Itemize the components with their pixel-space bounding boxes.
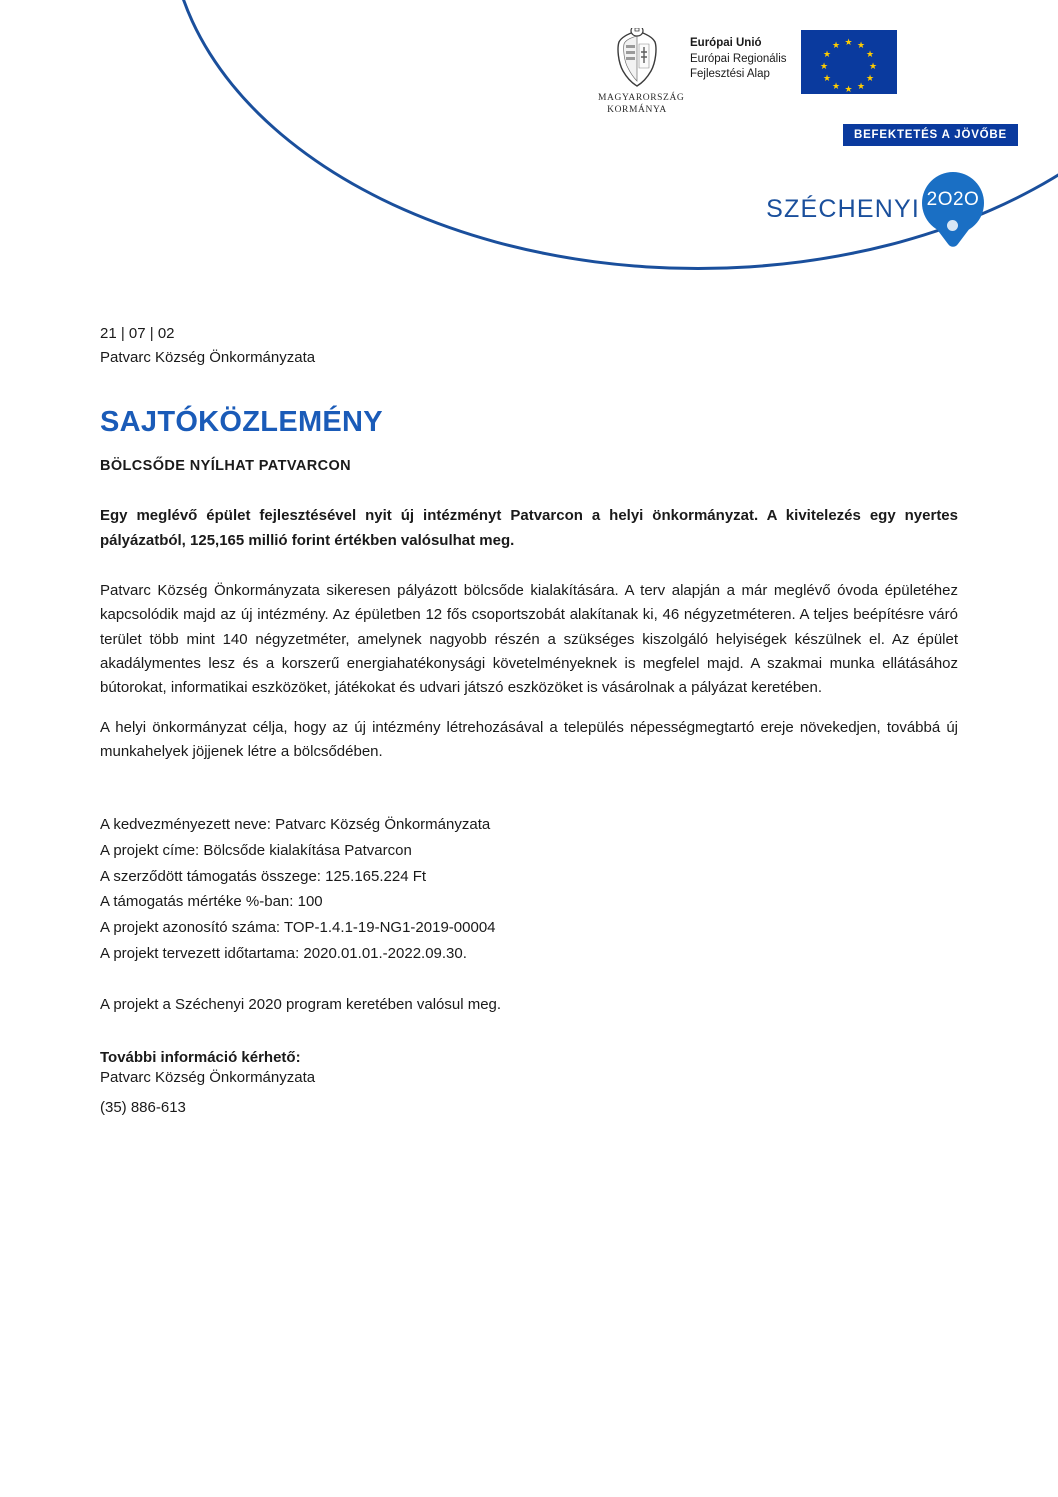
closing-statement: A projekt a Széchenyi 2020 program keretében valósul meg. xyxy=(100,995,502,1013)
coat-label-line2: KORMÁNYA xyxy=(607,104,667,115)
fact-project-id: A projekt azonosító száma: TOP-1.4.1-19-NG1-2019-00004 xyxy=(100,919,496,937)
contact-heading: További információ kérhető: xyxy=(100,1049,301,1067)
fact-project-duration: A projekt tervezett időtartama: 2020.01.01.-2022.09.30. xyxy=(100,945,467,963)
document-issuer: Patvarc Község Önkormányzata xyxy=(100,349,316,366)
body-paragraph-2: A helyi önkormányzat célja, hogy az új intézmény létrehozásával a település népességmegtartó ereje növekedjen, továbbá új munkahelyek jöjjenek létre a bölcsődében. xyxy=(100,718,958,760)
szechenyi-pin-icon xyxy=(922,172,984,248)
body-paragraph-1: Patvarc Község Önkormányzata sikeresen pályázott bölcsőde kialakítására. A terv alapján a már meglévő óvoda épületéhez kapcsolódik majd az új intézmény. Az épületben 12 fős csoportszobát alakítanak ki, 46 négyzetméteren. A teljes beépítésre váró terület több mint 140 négyzetméter, amelynek nagyobb részén a szükséges kiszolgáló helyiségek készülnek el. Az épület akadálymentes lesz és a korszerű energiahatékonysági követelményeknek is megfelel majd. A szakmai munka ellátásához bútorokat, informatikai eszközöket, játékokat és udvari játszó eszközöket is vásárolnak a pályázat keretében. xyxy=(100,582,958,697)
eu-text-block xyxy=(690,28,787,83)
coat-of-arms-label xyxy=(598,93,685,117)
page-subtitle: BÖLCSŐDE NYÍLHAT PATVARCON xyxy=(100,458,351,475)
hungary-coat-of-arms xyxy=(598,28,685,117)
document-reference: 21 | 07 | 02 xyxy=(100,325,175,342)
eu-subtitle-1: Európai Regionális xyxy=(690,52,787,65)
coat-of-arms-icon xyxy=(613,28,661,90)
fact-grant-percent: A támogatás mértéke %-ban: 100 xyxy=(100,893,323,911)
header-logo-group xyxy=(598,28,1018,248)
szechenyi-wordmark: SZÉCHENYI xyxy=(766,195,920,224)
fact-grant-amount: A szerződött támogatás összege: 125.165.224 Ft xyxy=(100,867,427,885)
investment-banner: BEFEKTETÉS A JÖVŐBE xyxy=(843,124,1018,146)
project-facts-list xyxy=(100,812,958,967)
szechenyi-year: 2O2O xyxy=(926,188,980,210)
contact-phone: (35) 886-613 xyxy=(100,1099,186,1117)
lead-paragraph: Egy meglévő épület fejlesztésével nyit új intézményt Patvarcon a helyi önkormányzat. A kivitelezés egy nyertes pályázatból, 125,165 millió forint értékben valósulhat meg. xyxy=(100,507,958,549)
fact-beneficiary: A kedvezményezett neve: Patvarc Község Önkormányzata xyxy=(100,816,491,834)
eu-title: Európai Unió xyxy=(690,37,762,49)
eu-subtitle-2: Fejlesztési Alap xyxy=(690,68,770,81)
contact-organization: Patvarc Község Önkormányzata xyxy=(100,1069,316,1087)
eu-flag-icon: ★ ★ ★ ★ ★ ★ ★ ★ ★ ★ ★ ★ xyxy=(801,30,897,94)
eu-flag-group xyxy=(801,28,897,94)
fact-project-title: A projekt címe: Bölcsőde kialakítása Patvarcon xyxy=(100,841,412,859)
eu-logo-row xyxy=(598,28,1018,117)
page-title: SAJTÓKÖZLEMÉNY xyxy=(100,406,383,438)
coat-label-line1: MAGYARORSZÁG xyxy=(598,93,685,103)
document-body xyxy=(100,322,958,1120)
szechenyi-logo xyxy=(598,172,1018,248)
document-header xyxy=(0,0,1058,270)
